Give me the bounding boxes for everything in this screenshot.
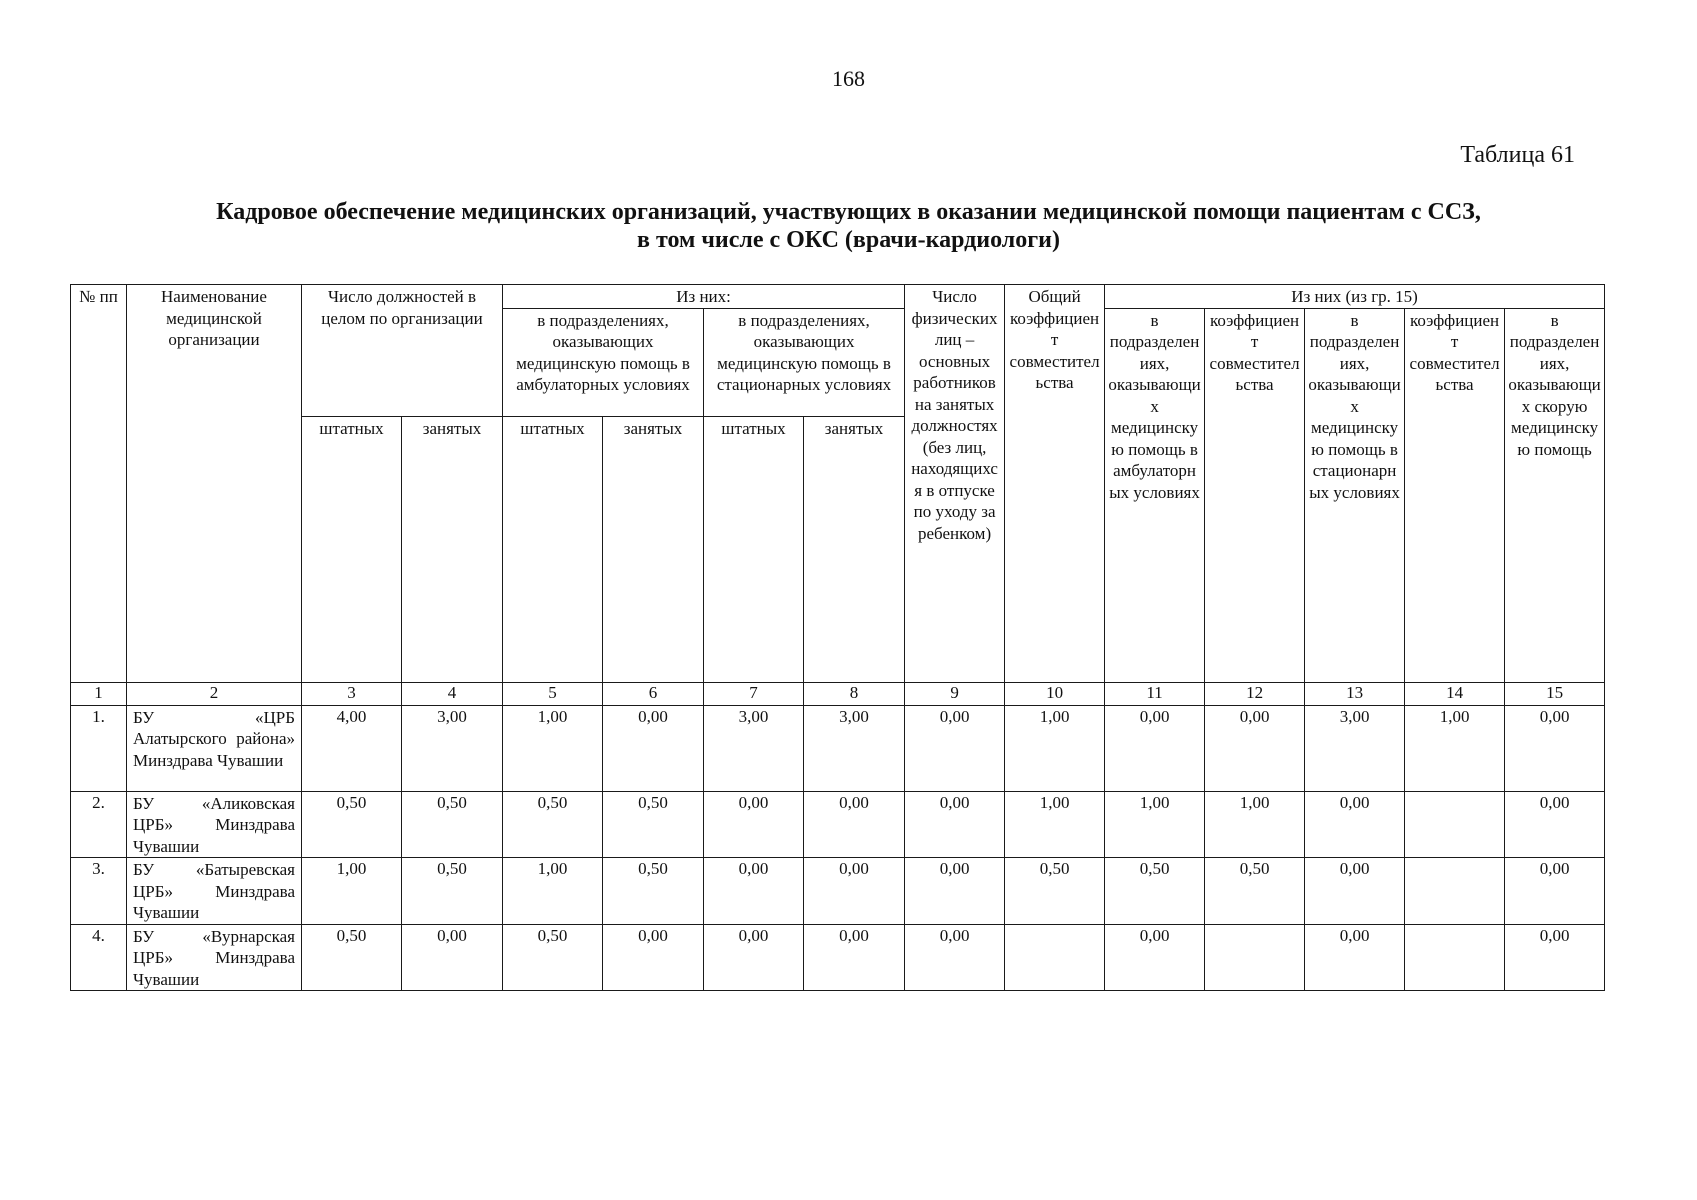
header-occupied-total: занятых bbox=[402, 416, 503, 682]
column-numbers-row bbox=[71, 682, 1605, 705]
header-staffed-inpatient: штатных bbox=[704, 416, 804, 682]
cell-value: 0,00 bbox=[704, 924, 804, 991]
cell-value: 0,00 bbox=[1305, 924, 1405, 991]
page-number: 168 bbox=[832, 66, 865, 91]
row-number: 4. bbox=[71, 924, 127, 991]
header-sub-outpatient: в подразделениях, оказывающих медицинскую помощь в амбулаторных условиях bbox=[1105, 308, 1205, 682]
cell-value: 0,00 bbox=[402, 924, 503, 991]
cell-value: 0,50 bbox=[1005, 858, 1105, 925]
cell-value: 3,00 bbox=[804, 705, 905, 791]
column-number: 9 bbox=[905, 682, 1005, 705]
cell-value: 0,00 bbox=[704, 858, 804, 925]
table-label: Таблица 61 bbox=[1460, 142, 1575, 168]
cell-value: 1,00 bbox=[1405, 705, 1505, 791]
cell-value: 1,00 bbox=[1105, 791, 1205, 858]
column-number: 11 bbox=[1105, 682, 1205, 705]
cell-value: 0,00 bbox=[1505, 858, 1605, 925]
column-number: 12 bbox=[1205, 682, 1305, 705]
cell-value: 0,00 bbox=[704, 791, 804, 858]
cell-value: 0,50 bbox=[302, 791, 402, 858]
cell-value: 0,50 bbox=[302, 924, 402, 991]
cell-value: 0,50 bbox=[402, 791, 503, 858]
cell-value: 0,50 bbox=[503, 924, 603, 991]
cell-value: 0,00 bbox=[905, 791, 1005, 858]
cell-value: 0,50 bbox=[402, 858, 503, 925]
header-sub-emergency: в подразделениях, оказывающих скорую медицинскую помощь bbox=[1505, 308, 1605, 682]
column-number: 1 bbox=[71, 682, 127, 705]
organization-name: БУ «Батыревская ЦРБ» Минздрава Чувашии bbox=[127, 858, 302, 925]
row-number: 2. bbox=[71, 791, 127, 858]
cell-value: 0,00 bbox=[804, 791, 905, 858]
cell-value: 1,00 bbox=[503, 858, 603, 925]
cell-value: 3,00 bbox=[1305, 705, 1405, 791]
cell-value: 0,50 bbox=[1205, 858, 1305, 925]
header-of-them: Из них: bbox=[503, 285, 905, 309]
organization-name: БУ «Вурнарская ЦРБ» Минздрава Чувашии bbox=[127, 924, 302, 991]
header-coef-1: коэффициент совместительства bbox=[1205, 308, 1305, 682]
cell-value: 0,00 bbox=[804, 924, 905, 991]
cell-value bbox=[1005, 924, 1105, 991]
cell-value: 1,00 bbox=[503, 705, 603, 791]
cell-value: 0,00 bbox=[1505, 924, 1605, 991]
cell-value: 0,50 bbox=[603, 791, 704, 858]
header-outpatient: в подразделениях, оказывающих медицинскую помощь в амбулаторных условиях bbox=[503, 308, 704, 416]
cell-value: 0,00 bbox=[603, 924, 704, 991]
cell-value: 1,00 bbox=[1005, 705, 1105, 791]
column-number: 3 bbox=[302, 682, 402, 705]
row-number: 1. bbox=[71, 705, 127, 791]
cell-value: 0,00 bbox=[905, 705, 1005, 791]
header-name: Наименование медицинской организации bbox=[127, 285, 302, 683]
cell-value: 0,00 bbox=[905, 924, 1005, 991]
column-number: 15 bbox=[1505, 682, 1605, 705]
cell-value: 0,00 bbox=[1305, 791, 1405, 858]
cell-value: 0,00 bbox=[1505, 791, 1605, 858]
cell-value: 0,00 bbox=[1105, 924, 1205, 991]
organization-name: БУ «Аликовская ЦРБ» Минздрава Чувашии bbox=[127, 791, 302, 858]
column-number: 5 bbox=[503, 682, 603, 705]
cell-value bbox=[1405, 858, 1505, 925]
cell-value: 0,00 bbox=[804, 858, 905, 925]
column-number: 7 bbox=[704, 682, 804, 705]
column-number: 4 bbox=[402, 682, 503, 705]
header-general-coef: Общий коэффициент совместительства bbox=[1005, 285, 1105, 683]
column-number: 13 bbox=[1305, 682, 1405, 705]
column-number: 10 bbox=[1005, 682, 1105, 705]
cell-value bbox=[1405, 791, 1505, 858]
cell-value: 0,00 bbox=[1305, 858, 1405, 925]
cell-value: 0,00 bbox=[603, 705, 704, 791]
document-title bbox=[80, 198, 1617, 254]
cell-value: 3,00 bbox=[704, 705, 804, 791]
organization-name: БУ «ЦРБ Алатырского района» Минздрава Чувашии bbox=[127, 705, 302, 791]
table-row bbox=[71, 858, 1605, 925]
table-row bbox=[71, 791, 1605, 858]
cell-value: 4,00 bbox=[302, 705, 402, 791]
cell-value: 0,50 bbox=[503, 791, 603, 858]
cell-value: 0,00 bbox=[1505, 705, 1605, 791]
cell-value: 1,00 bbox=[302, 858, 402, 925]
cell-value: 1,00 bbox=[1005, 791, 1105, 858]
column-number: 8 bbox=[804, 682, 905, 705]
cell-value bbox=[1205, 924, 1305, 991]
header-sub-inpatient: в подразделениях, оказывающих медицинскую помощь в стационарных условиях bbox=[1305, 308, 1405, 682]
header-coef-2: коэффициент совместительства bbox=[1405, 308, 1505, 682]
row-number: 3. bbox=[71, 858, 127, 925]
cell-value: 0,50 bbox=[1105, 858, 1205, 925]
title-line-1: Кадровое обеспечение медицинских организаций, участвующих в оказании медицинской помощи пациентам с ССЗ, bbox=[216, 199, 1481, 225]
column-number: 6 bbox=[603, 682, 704, 705]
table-row bbox=[71, 705, 1605, 791]
header-inpatient: в подразделениях, оказывающих медицинскую помощь в стационарных условиях bbox=[704, 308, 905, 416]
cell-value: 0,00 bbox=[1105, 705, 1205, 791]
title-line-2: в том числе с ОКС (врачи-кардиологи) bbox=[637, 227, 1060, 253]
header-positions-total: Число должностей в целом по организации bbox=[302, 285, 503, 417]
cell-value: 0,00 bbox=[905, 858, 1005, 925]
cell-value: 1,00 bbox=[1205, 791, 1305, 858]
cell-value bbox=[1405, 924, 1505, 991]
cell-value: 0,50 bbox=[603, 858, 704, 925]
header-occupied-outpatient: занятых bbox=[603, 416, 704, 682]
header-staffed-outpatient: штатных bbox=[503, 416, 603, 682]
header-staffed-total: штатных bbox=[302, 416, 402, 682]
table-row bbox=[71, 924, 1605, 991]
header-individuals: Число физических лиц – основных работников на занятых должностях (без лиц, находящихся в отпуске по уходу за ребенком) bbox=[905, 285, 1005, 683]
cell-value: 3,00 bbox=[402, 705, 503, 791]
cell-value: 0,00 bbox=[1205, 705, 1305, 791]
header-no: № пп bbox=[71, 285, 127, 683]
staffing-table bbox=[70, 284, 1605, 991]
header-occupied-inpatient: занятых bbox=[804, 416, 905, 682]
column-number: 2 bbox=[127, 682, 302, 705]
column-number: 14 bbox=[1405, 682, 1505, 705]
header-of-them-gr15: Из них (из гр. 15) bbox=[1105, 285, 1605, 309]
